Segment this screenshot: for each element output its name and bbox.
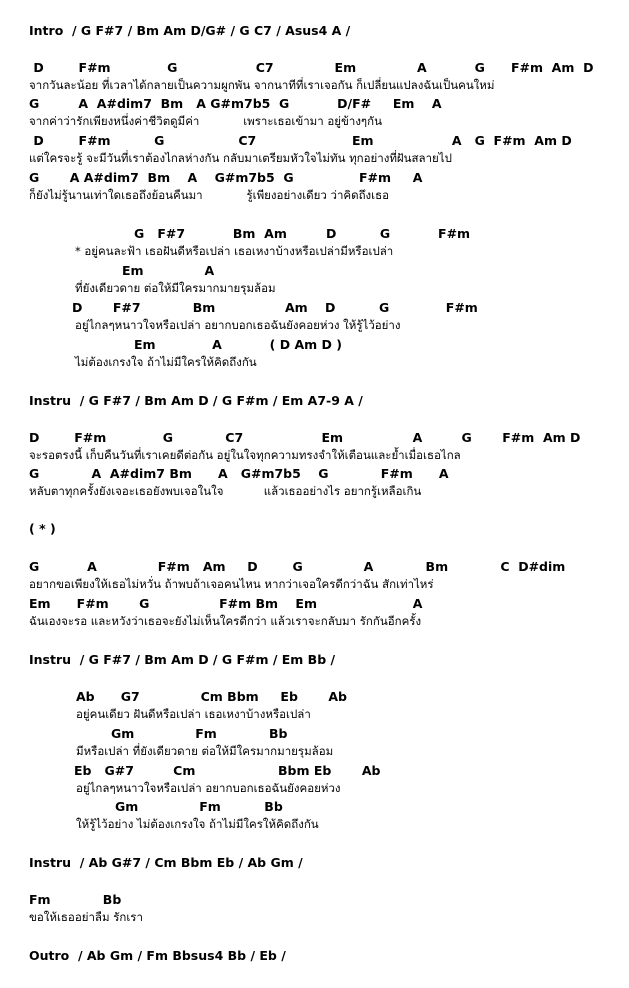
lyric-line: อยู่คนเดียว ฝันดีหรือเปล่า เธอเหงาบ้างหรือเปล่า — [76, 707, 311, 721]
instrumental-line: Instru / G F#7 / Bm Am D / G F#m / Em A7-9 A / — [29, 393, 363, 408]
lyric-line: ที่ยังเดียวดาย ต่อให้มีใครมากมายรุมล้อม — [75, 281, 276, 295]
chord-line: D F#m G C7 Em A G F#m Am D — [29, 430, 581, 445]
intro-line: Intro / G F#7 / Bm Am D/G# / G C7 / Asus4 A / — [29, 23, 351, 38]
lyric-line: ขอให้เธออย่าลืม รักเรา — [29, 910, 143, 924]
instrumental-line: Instru / Ab G#7 / Cm Bbm Eb / Ab Gm / — [29, 855, 303, 870]
lyric-line: จะรอตรงนี้ เก็บคืนวันที่เราเคยดีต่อกัน อยู่ในใจทุกความทรงจำให้เตือนและย้ำเมื่อเธอไกล — [29, 448, 461, 462]
lyric-line: จากวันละน้อย ที่เวลาได้กลายเป็นความผูกพัน จากนาทีที่เราเจอกัน ก็เปลี่ยนแปลงฉันเป็นคนใหม่ — [29, 78, 495, 92]
lyric-line: จากค่าว่ารักเพียงหนึ่งค่าชีวิตดูมีค่า เพราะเธอเข้ามา อยู่ข้างๆกัน — [29, 114, 382, 128]
outro-line: Outro / Ab Gm / Fm Bbsus4 Bb / Eb / — [29, 948, 286, 963]
chord-line: G A A#dim7 Bm A G#m7b5 G F#m A — [29, 466, 449, 481]
chord-line: D F#7 Bm Am D G F#m — [72, 300, 478, 315]
chord-line: Ab G7 Cm Bbm Eb Ab — [76, 689, 347, 704]
chord-line: G A F#m Am D G A Bm C D#dim — [29, 559, 566, 574]
chord-line: Em A ( D Am D ) — [134, 337, 342, 352]
chord-line: D F#m G C7 Em A G F#m Am D — [29, 60, 594, 75]
chord-line: G F#7 Bm Am D G F#m — [134, 226, 471, 241]
lyric-line: ฉันเองจะรอ และหวังว่าเธอจะยังไม่เห็นใครดีกว่า แล้วเราจะกลับมา รักกันอีกครั้ง — [29, 614, 422, 628]
chord-line: D F#m G C7 Em A G F#m Am D — [29, 133, 572, 148]
lyric-line: หลับตาทุกครั้งยังเจอะเธอยังพบเจอในใจ แล้วเธออย่างไร อยากรู้เหลือเกิน — [29, 484, 422, 498]
chord-line: Gm Fm Bb — [115, 799, 283, 814]
lyric-line: อยู่ไกลๆหนาวใจหรือเปล่า อยากบอกเธอฉันยังคอยห่วง — [76, 781, 341, 795]
lyric-line: ไม่ต้องเกรงใจ ถ้าไม่มีใครให้คิดถึงกัน — [75, 355, 257, 369]
chord-line: G A A#dim7 Bm A G#m7b5 G F#m A — [29, 170, 423, 185]
chord-line: G A A#dim7 Bm A G#m7b5 G D/F# Em A — [29, 96, 442, 111]
chord-line: Em F#m G F#m Bm Em A — [29, 596, 423, 611]
lyric-line: แต่ใครจะรู้ จะมีวันที่เราต้องไกลห่างกัน กลับมาเตรียมหัวใจไม่ทัน ทุกอย่างที่ฝันสลายไป — [29, 151, 452, 165]
chord-line: Fm Bb — [29, 892, 122, 907]
lyric-line: ก็ยังไม่รู้นานเท่าใดเธอถึงย้อนคืนมา รู้เพียงอย่างเดียว ว่าคิดถึงเธอ — [29, 188, 390, 202]
lyric-line: * อยู่คนละฟ้า เธอฝันดีหรือเปล่า เธอเหงาบ้างหรือเปล่ามีหรือเปล่า — [75, 244, 394, 258]
instrumental-line: Instru / G F#7 / Bm Am D / G F#m / Em Bb / — [29, 652, 336, 667]
lyric-line: ให้รู้ไว้อย่าง ไม่ต้องเกรงใจ ถ้าไม่มีใครให้คิดถึงกัน — [76, 817, 319, 831]
chorus-reference: ( * ) — [29, 521, 56, 536]
chord-line: Em A — [122, 263, 215, 278]
lyric-line: อยู่ไกลๆหนาวใจหรือเปล่า อยากบอกเธอฉันยังคอยห่วง ให้รู้ไว้อย่าง — [75, 318, 401, 332]
lyric-line: มีหรือเปล่า ที่ยังเดียวดาย ต่อให้มีใครมากมายรุมล้อม — [76, 744, 334, 758]
chord-line: Gm Fm Bb — [111, 726, 288, 741]
lyric-line: อยากขอเพียงให้เธอไม่หวั่น ถ้าพบถ้าเจอคนไหน หากว่าเจอใครดีกว่าฉัน สักเท่าไหร่ — [29, 577, 434, 591]
chord-line: Eb G#7 Cm Bbm Eb Ab — [74, 763, 381, 778]
